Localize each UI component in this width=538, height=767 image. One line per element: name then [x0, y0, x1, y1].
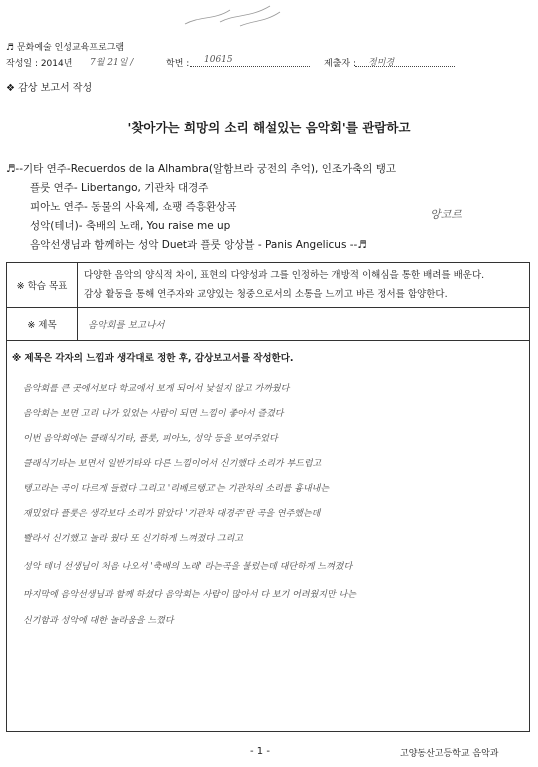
report-line-10: 신기함과 성악에 대한 놀라움을 느꼈다 [23, 616, 174, 626]
program-line-5: 음악선생님과 함께하는 성악 Duet과 플룻 앙상블 - Panis Angelicus --♬ [30, 239, 367, 251]
id-underline [190, 66, 310, 67]
subject-label: ※ 제목 [7, 308, 78, 341]
subject-value: 음악회를 보고나서 [88, 320, 165, 331]
program-line-1: ♬--기타 연주-Recuerdos de la Alhambra(알함브라 궁전의 추억), 인조가축의 탱고 [6, 163, 397, 175]
goal-line-2: 감상 활동을 통해 연주자와 교양있는 청중으로서의 소통을 느끼고 바른 정서를 함양한다. [84, 289, 448, 300]
goal-cell [78, 263, 530, 308]
report-line-3: 이번 음악회에는 클래식기타, 플룻, 피아노, 성악 등을 보여주었다 [23, 434, 278, 444]
program-line-4: 성악(테너)- 축배의 노래, You raise me up [30, 220, 231, 232]
program-line-3: 피아노 연주- 동물의 사육제, 쇼팽 즉흥환상곡 [30, 201, 237, 213]
handwritten-signature: 앙코르 [430, 208, 462, 221]
pencil-scribble [180, 2, 290, 32]
student-id-value: 10615 [204, 55, 233, 65]
page-number: - 1 - [250, 746, 270, 757]
program-header: ♬ 문화예술 인성교육프로그램 [6, 43, 125, 53]
report-line-4: 클래식기타는 보면서 일반기타와 다른 느낌이어서 신기했다 소리가 부드럽고 [23, 459, 322, 469]
student-id-label: 학번 : [166, 59, 190, 69]
program-line-2: 플룻 연주- Libertango, 기관차 대경주 [30, 182, 209, 194]
date-label: 작성일 : 2014년 [6, 59, 73, 69]
section-title: ❖ 감상 보고서 작성 [6, 83, 93, 94]
report-line-1: 음악회를 큰 곳에서보다 학교에서 보게 되어서 낯설지 않고 가까웠다 [23, 384, 290, 394]
author-value: 정미경 [368, 58, 395, 68]
date-handwritten: 7월 21일 / [90, 58, 134, 68]
report-table [6, 262, 530, 732]
report-body-cell [7, 341, 530, 732]
report-line-6: 재밌었다 플룻은 생각보다 소리가 맑았다 '기관차 대경주'란 곡을 연주했는데 [23, 509, 321, 519]
subject-cell [78, 308, 530, 341]
author-underline [355, 66, 455, 67]
report-line-2: 음악회는 보면 고리 나가 있었는 사람이 되면 느낌이 좋아서 즐겼다 [23, 409, 284, 419]
report-line-8: 성악 테너 선생님이 처음 나오셔 '축배의 노래' 라는곡을 불렀는데 대단하게 느껴졌다 [23, 562, 353, 572]
report-line-7: 빨라서 신기했고 놀라 웠다 또 신기하게 느껴졌다 그리고 [23, 534, 243, 544]
report-line-9: 마지막에 음악선생님과 함께 하셨다 음악회는 사람이 많아서 다 보기 어려웠지만 나는 [23, 590, 356, 600]
school-name: 고양동산고등학교 음악과 [400, 749, 499, 759]
goal-label: ※ 학습 목표 [7, 263, 78, 308]
page-title: '찾아가는 희망의 소리 해설있는 음악회'를 관람하고 [127, 120, 411, 135]
author-label: 제출자 : [324, 59, 356, 69]
instruction-text: ※ 제목은 각자의 느낌과 생각대로 정한 후, 감상보고서를 작성한다. [12, 353, 294, 364]
goal-line-1: 다양한 음악의 양식적 차이, 표현의 다양성과 그를 인정하는 개방적 이해심을 통한 배려를 배운다. [84, 270, 485, 281]
report-line-5: 탱고라는 곡이 다르게 들렸다 그리고 '리베르탱고'는 기관차의 소리를 흉내내는 [23, 484, 330, 494]
